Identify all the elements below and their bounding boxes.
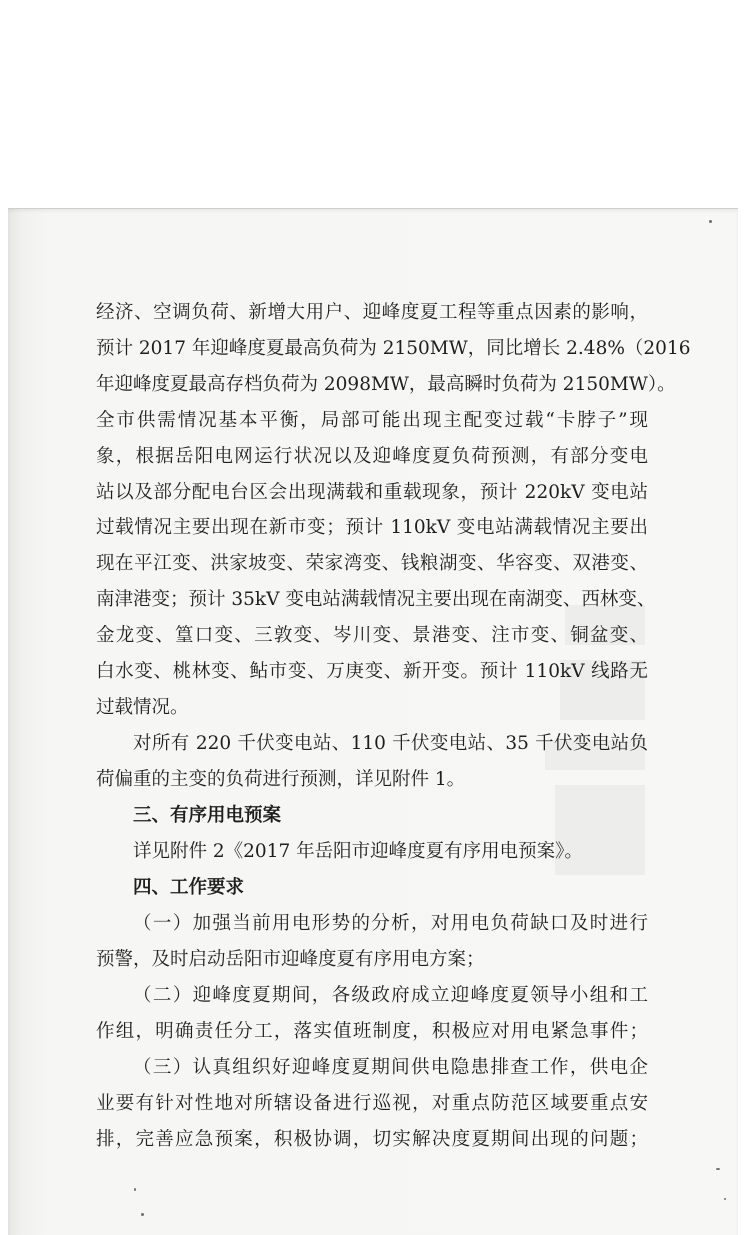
scanned-paper-sheet [8,208,738,1235]
body-text-line: 业要有针对性地对所辖设备进行巡视，对重点防范区域要重点安 [96,1093,648,1114]
body-text-line: 过载情况主要出现在新市变；预计 110kV 变电站满载情况主要出 [96,517,648,538]
body-text-line: 象，根据岳阳电网运行状况以及迎峰度夏负荷预测，有部分变电 [96,446,648,467]
body-text-line: 南津港变；预计 35kV 变电站满载情况主要出现在南湖变、西林变、 [96,589,656,610]
scan-speck [134,1188,136,1191]
body-text-line: 金龙变、篁口变、三敦变、岑川变、景港变、注市变、铜盆变、 [96,625,648,646]
body-text-line: 预警，及时启动岳阳市迎峰度夏有序用电方案； [96,949,485,970]
body-text-line: 排，完善应急预案，积极协调，切实解决度夏期间出现的问题； [96,1129,648,1150]
body-text-line: 过载情况。 [96,697,189,718]
scan-speck [716,1168,720,1170]
section-heading: 三、有序用电预案 [133,805,282,826]
section-heading: 四、工作要求 [133,877,245,898]
body-text-line: 年迎峰度夏最高存档负荷为 2098MW，最高瞬时负荷为 2150MW）。 [96,374,676,395]
body-text-line: 白水变、桃林变、鲇市变、万庚变、新开变。预计 110kV 线路无 [96,661,648,682]
body-text-line: 站以及部分配电台区会出现满载和重载现象，预计 220kV 变电站 [96,482,648,503]
body-text-line: 全市供需情况基本平衡，局部可能出现主配变过载“卡脖子”现 [96,410,648,431]
body-text-line: 详见附件 2《2017 年岳阳市迎峰度夏有序用电预案》。 [133,841,583,862]
body-text-line: （一）加强当前用电形势的分析，对用电负荷缺口及时进行 [133,913,648,934]
scan-speck [724,1198,726,1200]
body-text-line: 预计 2017 年迎峰度夏最高负荷为 2150MW，同比增长 2.48%（2016 [96,338,691,359]
body-text-line: （三）认真组织好迎峰度夏期间供电隐患排查工作，供电企 [133,1057,648,1078]
body-text-line: 经济、空调负荷、新增大用户、迎峰度夏工程等重点因素的影响， [96,302,648,323]
body-text-line: 对所有 220 千伏变电站、110 千伏变电站、35 千伏变电站负 [133,733,648,754]
body-text-line: 作组，明确责任分工，落实值班制度，积极应对用电紧急事件； [96,1021,648,1042]
body-text-line: 现在平江变、洪家坡变、荣家湾变、钱粮湖变、华容变、双港变、 [96,553,648,574]
body-text-line: 荷偏重的主变的负荷进行预测，详见附件 1。 [96,769,466,790]
body-text-line: （二）迎峰度夏期间，各级政府成立迎峰度夏领导小组和工 [133,985,648,1006]
scan-speck [709,220,712,223]
scan-speck [141,1213,144,1216]
